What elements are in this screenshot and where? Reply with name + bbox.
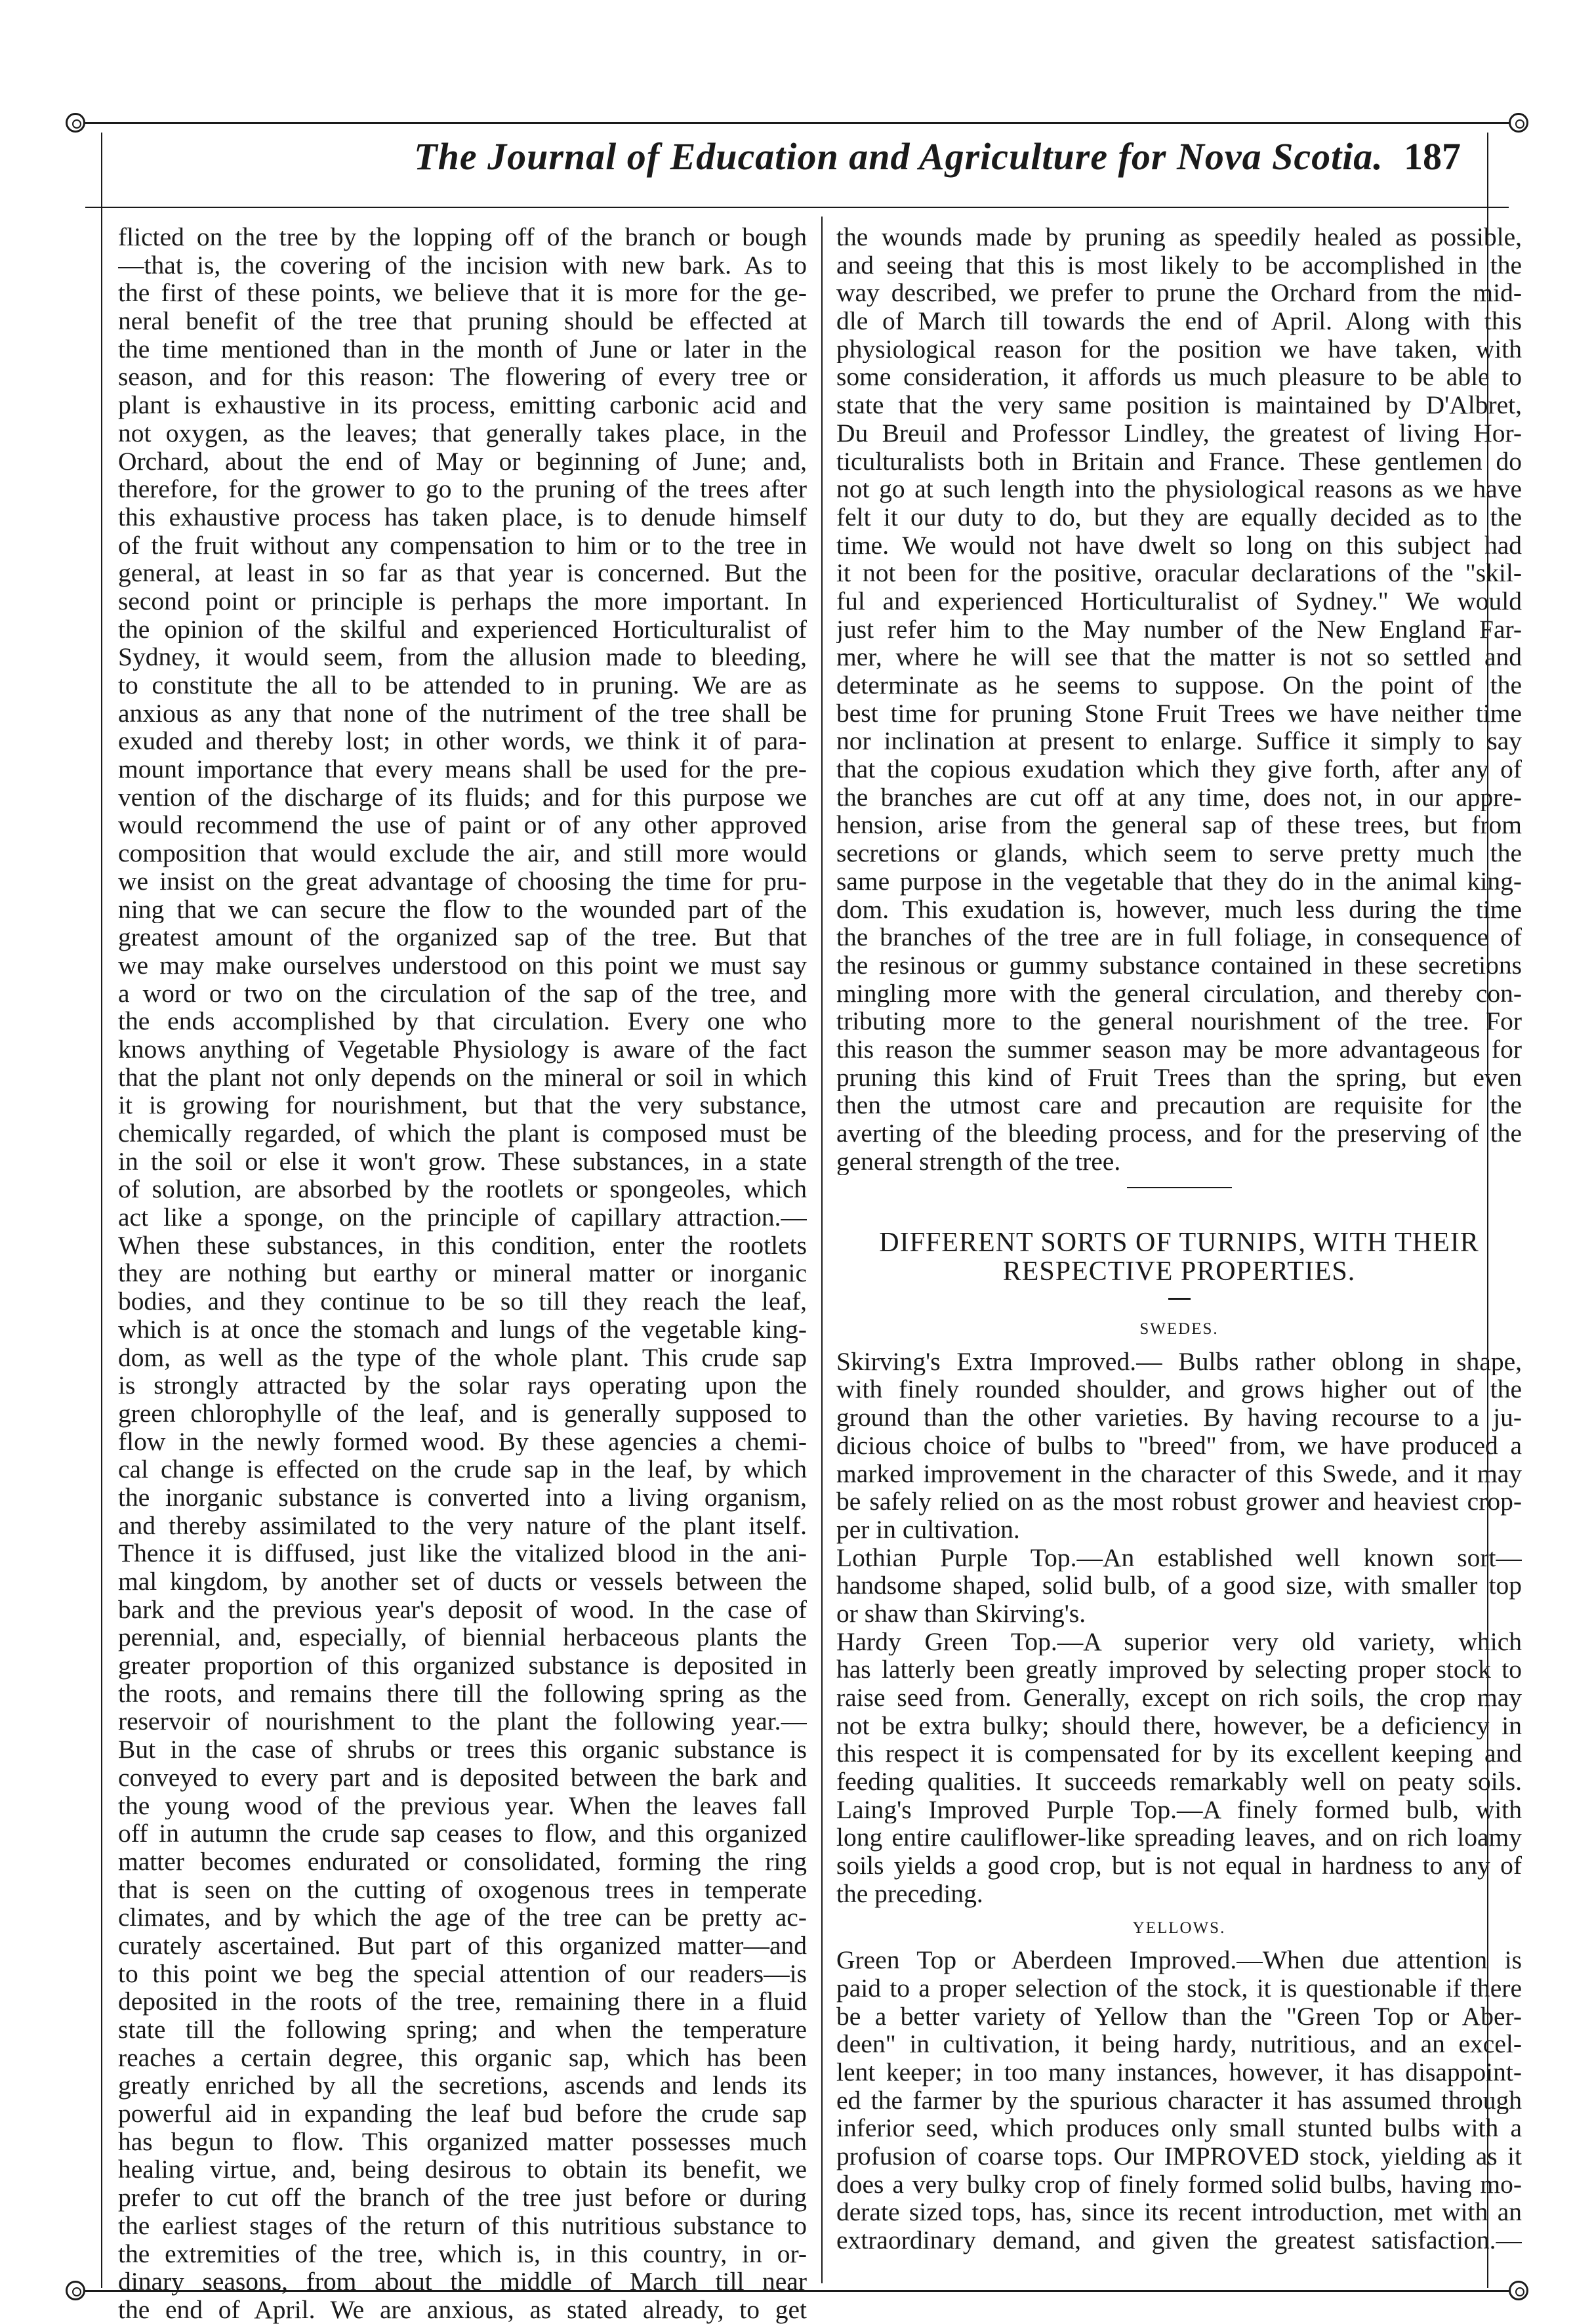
text-line: felt it our duty to do, but they are equally decided as to the (836, 503, 1522, 531)
text-line: —that is, the covering of the incision with new bark. As to (118, 251, 807, 280)
turnip-entry-line: Lothian Purple Top.—An established well known sort— (836, 1543, 1522, 1572)
text-line: same purpose in the vegetable that they do in the animal king- (836, 867, 1522, 896)
journal-title: The Journal of Education and Agriculture for Nova Scotia. (414, 135, 1383, 178)
text-line: the end of April. We are anxious, as stated already, to get (118, 2295, 807, 2324)
turnip-entry-line: Skirving's Extra Improved.— Bulbs rather oblong in shape, (836, 1347, 1522, 1376)
text-line: the inorganic substance is converted into a living organism, (118, 1483, 807, 1512)
text-line: therefore, for the grower to go to the pruning of the trees after (118, 475, 807, 503)
text-line: time. We would not have dwelt so long on this subject had (836, 531, 1522, 560)
text-line: best time for pruning Stone Fruit Trees we have neither time (836, 699, 1522, 728)
text-line: general strength of the tree. (836, 1147, 1121, 1176)
text-line: mer, where he will see that the matter is not so settled and (836, 643, 1522, 671)
corner-ornament-bottom-right (1509, 2281, 1528, 2300)
turnip-entry-line: Green Top or Aberdeen Improved.—When due attention is (836, 1946, 1522, 1974)
text-line: greater proportion of this organized substance is deposited in (118, 1651, 807, 1680)
text-line: the wounds made by pruning as speedily healed as possible, (836, 223, 1522, 251)
header-rule (85, 207, 1509, 208)
text-line: mal kingdom, by another set of ducts or vessels between the (118, 1567, 807, 1596)
turnip-entry-line: has latterly been greatly improved by selecting proper stock to (836, 1655, 1522, 1684)
corner-ornament-bottom-left (66, 2281, 85, 2300)
text-line: general, at least in so far as that year is concerned. But the (118, 559, 807, 587)
text-line: bark and the previous year's deposit of wood. In the case of (118, 1595, 807, 1624)
text-line: the earliest stages of the return of this nutritious substance to (118, 2211, 807, 2240)
text-line: ning that we can secure the flow to the wounded part of the (118, 895, 807, 924)
section-separator (1127, 1187, 1232, 1188)
turnip-entry-line: ground than the other varieties. By having recourse to a ju- (836, 1403, 1522, 1432)
turnip-entry-line: marked improvement in the character of this Swede, and it may (836, 1459, 1522, 1488)
text-line: the ends accomplished by that circulation. Every one who (118, 1007, 807, 1035)
text-line: we may make ourselves understood on this point we must say (118, 951, 807, 980)
text-line: tributing more to the general nourishment of the tree. For (836, 1007, 1522, 1035)
text-line: reservoir of nourishment to the plant the following year.— (118, 1707, 807, 1736)
yellows-list (836, 1946, 1522, 2254)
turnip-entry-line: long entire cauliflower-like spreading leaves, and on rich loamy (836, 1823, 1522, 1852)
text-line: climates, and by which the age of the tree can be pretty ac- (118, 1903, 807, 1932)
swedes-list (836, 1348, 1522, 1908)
text-line: secretions or glands, which seem to serve pretty much the (836, 839, 1522, 867)
text-line: they are nothing but earthy or mineral matter or inorganic (118, 1259, 807, 1288)
text-line: cal change is effected on the crude sap in the leaf, by which (118, 1455, 807, 1484)
title-dash (1168, 1298, 1191, 1300)
text-line: greatly enriched by all the secretions, ascends and lends its (118, 2071, 807, 2100)
text-line: to this point we beg the special attention of our readers—is (118, 1959, 807, 1988)
text-line: the first of these points, we believe that it is more for the ge- (118, 279, 807, 308)
text-line: that is seen on the cutting of oxogenous trees in temperate (118, 1875, 807, 1904)
text-line: act like a sponge, on the principle of capillary attraction.— (118, 1203, 807, 1232)
text-line: averting of the bleeding process, and for the preserving of the (836, 1119, 1522, 1148)
text-line: Sydney, it would seem, from the allusion made to bleeding, (118, 643, 807, 671)
text-line: dom. This exudation is, however, much less during the time (836, 895, 1522, 924)
text-line: of the fruit without any compensation to him or to the tree in (118, 531, 807, 560)
text-line: mingling more with the general circulation, and thereby con- (836, 979, 1522, 1008)
text-line: conveyed to every part and is deposited between the bark and (118, 1763, 807, 1792)
text-line: state that the very same position is maintained by D'Albret, (836, 391, 1522, 419)
corner-ornament-top-left (66, 113, 85, 133)
article-title-line-1: DIFFERENT SORTS OF TURNIPS, WITH THEIR (879, 1228, 1479, 1258)
page-number: 187 (1404, 135, 1461, 178)
text-line: the roots, and remains there till the following spring as the (118, 1679, 807, 1708)
section-heading-yellows: YELLOWS. (1132, 1919, 1226, 1937)
text-line: that the plant not only depends on the mineral or soil in which (118, 1063, 807, 1092)
text-line: which is at once the stomach and lungs of the vegetable king- (118, 1315, 807, 1344)
text-line: the time mentioned than in the month of June or later in the (118, 335, 807, 363)
turnip-entry-line: or shaw than Skirving's. (836, 1599, 1086, 1628)
text-line: would recommend the use of paint or of any other approved (118, 811, 807, 840)
text-line: to constitute the all to be attended to in pruning. We are as (118, 671, 807, 699)
text-line: and seeing that this is most likely to be accomplished in the (836, 251, 1522, 280)
text-line: the branches of the tree are in full foliage, in consequence of (836, 923, 1522, 951)
text-line: greatest amount of the organized sap of the tree. But that (118, 923, 807, 951)
text-line: reaches a certain degree, this organic sap, which has been (118, 2043, 807, 2072)
text-line: and thereby assimilated to the very nature of the plant itself. (118, 1511, 807, 1540)
text-line: we insist on the great advantage of choosing the time for pru- (118, 867, 807, 896)
text-line: not oxygen, as the leaves; that generally takes place, in the (118, 419, 807, 447)
text-line: the resinous or gummy substance contained in these secretions (836, 951, 1522, 980)
text-line: this exhaustive process has taken place, is to denude himself (118, 503, 807, 531)
text-line: the young wood of the previous year. When the leaves fall (118, 1791, 807, 1820)
text-line: hension, arise from the general sap of these trees, but from (836, 811, 1522, 840)
text-line: it is growing for nourishment, but that the very substance, (118, 1091, 807, 1119)
text-line: then the utmost care and precaution are requisite for the (836, 1091, 1522, 1119)
turnip-entry-line: Hardy Green Top.—A superior very old variety, which (836, 1627, 1522, 1656)
text-line: deposited in the roots of the tree, remaining there in a fluid (118, 1987, 807, 2016)
text-line: Orchard, about the end of May or beginning of June; and, (118, 447, 807, 476)
turnip-entry-line: soils yields a good crop, but is not equal in hardness to any of (836, 1852, 1522, 1880)
right-column (836, 223, 1522, 2254)
text-line: flicted on the tree by the lopping off of the branch or bough (118, 223, 807, 251)
turnip-entry-line: does a very bulky crop of finely formed solid bulbs, having mo- (836, 2170, 1522, 2199)
text-line: this reason the summer season may be more advantageous for (836, 1035, 1522, 1064)
text-line: chemically regarded, of which the plant is composed must be (118, 1119, 807, 1148)
turnip-entry-line: dicious choice of bulbs to "breed" from, we have produced a (836, 1431, 1522, 1460)
turnip-entry-line: be a better variety of Yellow than the "Green Top or Aber- (836, 2002, 1522, 2031)
text-line: determinate as he seems to suppose. On the point of the (836, 671, 1522, 699)
corner-ornament-top-right (1509, 113, 1528, 133)
turnip-entry-line: Laing's Improved Purple Top.—A finely formed bulb, with (836, 1795, 1522, 1824)
turnip-entry-line: lent keeper; in too many instances, however, it has disappoint- (836, 2058, 1522, 2086)
text-line: bodies, and they continue to be so till they reach the leaf, (118, 1287, 807, 1316)
turnip-entry-line: with finely rounded shoulder, and grows higher out of the (836, 1375, 1522, 1404)
text-line: dom, as well as the type of the whole plant. This crude sap (118, 1343, 807, 1372)
text-line: healing virtue, and, being desirous to obtain its benefit, we (118, 2155, 807, 2184)
text-line: second point or principle is perhaps the more important. In (118, 587, 807, 615)
turnip-entry-line: paid to a proper selection of the stock, it is questionable if there (836, 1974, 1522, 2002)
text-line: plant is exhaustive in its process, emitting carbonic acid and (118, 391, 807, 419)
turnip-entry-line: inferior seed, which produces only small stunted bulbs with a (836, 2114, 1522, 2143)
text-line: knows anything of Vegetable Physiology is aware of the fact (118, 1035, 807, 1064)
text-line: composition that would exclude the air, and still more would (118, 839, 807, 867)
text-line: some consideration, it affords us much pleasure to be able to (836, 363, 1522, 392)
text-line: powerful aid in expanding the leaf bud before the crude sap (118, 2100, 807, 2128)
left-column (118, 223, 807, 2324)
text-line: exuded and thereby lost; in other words, we think it of para- (118, 727, 807, 756)
turnip-entry-line: profusion of coarse tops. Our IMPROVED stock, yielding as it (836, 2142, 1522, 2170)
text-line: curately ascertained. But part of this organized matter—and (118, 1931, 807, 1960)
turnip-entry-line: per in cultivation. (836, 1515, 1020, 1544)
turnip-entry-line: derate sized tops, has, since its recent introduction, met with an (836, 2198, 1522, 2227)
text-line: mount importance that every means shall be used for the pre- (118, 755, 807, 783)
pruning-article-continuation (836, 223, 1522, 1175)
turnip-entry-line: extraordinary demand, and given the greatest satisfaction.— (836, 2226, 1522, 2254)
text-line: off in autumn the crude sap ceases to flow, and this organized (118, 1819, 807, 1848)
turnip-entry-line: the preceding. (836, 1879, 983, 1908)
text-line: anxious as any that none of the nutriment of the tree shall be (118, 699, 807, 728)
text-line: When these substances, in this condition, enter the rootlets (118, 1231, 807, 1260)
text-line: state till the following spring; and when the temperature (118, 2016, 807, 2044)
text-line: prefer to cut off the branch of the tree just before or during (118, 2184, 807, 2212)
text-line: it not been for the positive, oracular declarations of the "skil- (836, 559, 1522, 587)
turnip-entry-line: be safely relied on as the most robust grower and heaviest crop- (836, 1487, 1522, 1516)
article-title-line-2: RESPECTIVE PROPERTIES. (1002, 1256, 1356, 1287)
turnip-entry-line: deen" in cultivation, it being hardy, nutritious, and an excel- (836, 2030, 1522, 2058)
text-line: ticulturalists both in Britain and France. These gentlemen do (836, 447, 1522, 476)
text-line: not go at such length into the physiological reasons as we have (836, 475, 1522, 503)
section-heading-swedes: SWEDES. (1139, 1320, 1219, 1338)
column-divider (821, 217, 823, 2283)
text-line: matter becomes endurated or consolidated, forming the ring (118, 1847, 807, 1876)
text-line: dle of March till towards the end of April. Along with this (836, 307, 1522, 335)
text-line: ful and experienced Horticulturalist of Sydney." We would (836, 587, 1522, 615)
text-line: season, and for this reason: The flowering of every tree or (118, 363, 807, 392)
text-line: the extremities of the tree, which is, in this country, in or- (118, 2239, 807, 2268)
text-line: just refer him to the May number of the New England Far- (836, 615, 1522, 644)
text-line: is strongly attracted by the solar rays operating upon the (118, 1371, 807, 1400)
text-line: physiological reason for the position we have taken, with (836, 335, 1522, 363)
text-line: But in the case of shrubs or trees this organic substance is (118, 1735, 807, 1764)
text-line: pruning this kind of Fruit Trees than the spring, but even (836, 1063, 1522, 1092)
left-border (101, 133, 102, 2288)
text-line: flow in the newly formed wood. By these agencies a chemi- (118, 1427, 807, 1456)
text-line: dinary seasons, from about the middle of March till near (118, 2268, 807, 2296)
text-line: nor inclination at present to enlarge. Suffice it simply to say (836, 727, 1522, 756)
text-line: way described, we prefer to prune the Orchard from the mid- (836, 279, 1522, 308)
text-line: that the copious exudation which they give forth, after any of (836, 755, 1522, 783)
text-line: perennial, and, especially, of biennial herbaceous plants the (118, 1623, 807, 1652)
turnip-entry-line: not be extra bulky; should there, however, be a deficiency in (836, 1711, 1522, 1740)
text-line: green chlorophylle of the leaf, and is generally supposed to (118, 1399, 807, 1428)
text-line: a word or two on the circulation of the sap of the tree, and (118, 979, 807, 1008)
text-line: Du Breuil and Professor Lindley, the greatest of living Hor- (836, 419, 1522, 447)
text-line: Thence it is diffused, just like the vitalized blood in the ani- (118, 1539, 807, 1567)
text-line: the opinion of the skilful and experienced Horticulturalist of (118, 615, 807, 644)
text-line: the branches are cut off at any time, does not, in our appre- (836, 783, 1522, 812)
turnip-entry-line: raise seed from. Generally, except on rich soils, the crop may (836, 1684, 1522, 1712)
turnip-entry-line: ed the farmer by the spurious character it has assumed through (836, 2086, 1522, 2115)
text-line: vention of the discharge of its fluids; and for this purpose we (118, 783, 807, 812)
text-line: has begun to flow. This organized matter possesses much (118, 2127, 807, 2156)
text-line: of solution, are absorbed by the rootlets or spongeoles, which (118, 1175, 807, 1204)
top-rule (85, 122, 1509, 124)
turnip-entry-line: feeding qualities. It succeeds remarkably well on peaty soils. (836, 1768, 1522, 1796)
text-line: neral benefit of the tree that pruning should be effected at (118, 307, 807, 335)
turnip-entry-line: this respect it is compensated for by its excellent keeping and (836, 1739, 1522, 1768)
text-line: in the soil or else it won't grow. These substances, in a state (118, 1147, 807, 1176)
turnip-entry-line: handsome shaped, solid bulb, of a good size, with smaller top (836, 1571, 1522, 1600)
